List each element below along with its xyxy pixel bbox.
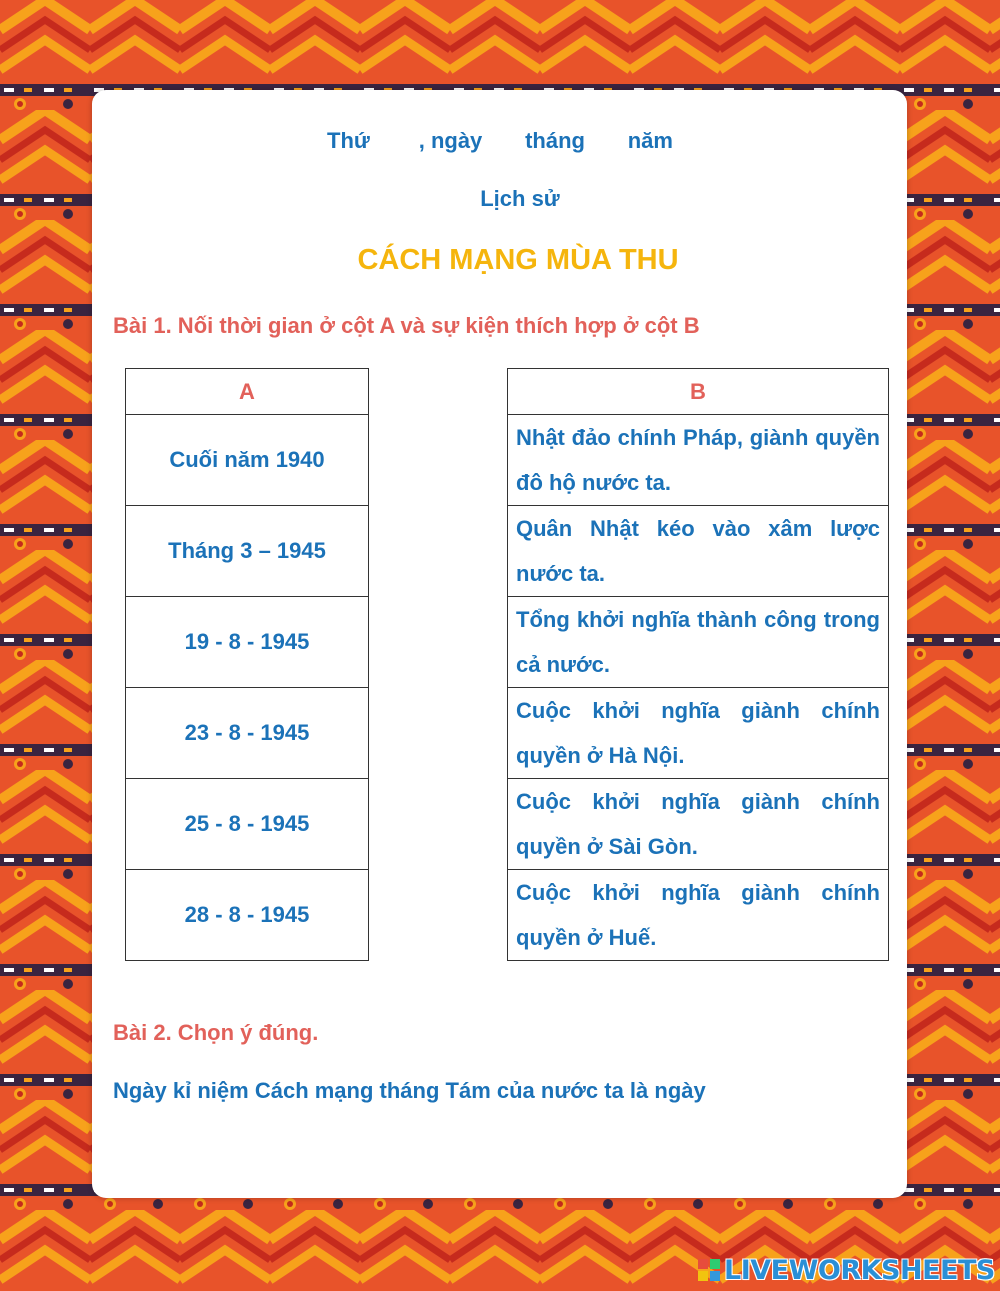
page-title: CÁCH MẠNG MÙA THU <box>357 244 679 276</box>
column-b-item-text: Cuộc khởi nghĩa giành chính quyền ở Sài Gòn. <box>516 789 880 859</box>
column-b-item[interactable] <box>508 779 889 870</box>
column-b-item-text: Quân Nhật kéo vào xâm lược nước ta. <box>516 516 880 586</box>
column-b-item-text: Cuộc khởi nghĩa giành chính quyền ở Hà Nội. <box>516 698 880 768</box>
column-a-item[interactable]: 25 - 8 - 1945 <box>126 779 369 870</box>
column-b-item[interactable] <box>508 597 889 688</box>
exercise-2-question: Ngày kỉ niệm Cách mạng tháng Tám của nước ta là ngày <box>113 1078 706 1103</box>
column-a-item[interactable]: 19 - 8 - 1945 <box>126 597 369 688</box>
liveworksheets-logo <box>698 1253 995 1287</box>
column-a-header: A <box>126 369 369 415</box>
column-b-item-text: Tổng khởi nghĩa thành công trong cả nước. <box>516 607 880 677</box>
exercise-1-instruction: Bài 1. Nối thời gian ở cột A và sự kiện thích hợp ở cột B <box>113 313 700 338</box>
date-line: Thứ , ngày tháng năm <box>327 128 673 153</box>
column-a-item[interactable]: 23 - 8 - 1945 <box>126 688 369 779</box>
column-b-item-text: Nhật đảo chính Pháp, giành quyền đô hộ nước ta. <box>516 425 880 495</box>
column-b-table <box>507 368 889 961</box>
column-b-item-text: Cuộc khởi nghĩa giành chính quyền ở Huế. <box>516 880 880 950</box>
column-a-item[interactable]: Cuối năm 1940 <box>126 415 369 506</box>
column-a-table <box>125 368 369 961</box>
column-b-item[interactable] <box>508 506 889 597</box>
column-a-item[interactable]: 28 - 8 - 1945 <box>126 870 369 961</box>
column-b-item[interactable] <box>508 688 889 779</box>
column-b-item[interactable] <box>508 415 889 506</box>
column-a-item[interactable]: Tháng 3 – 1945 <box>126 506 369 597</box>
logo-text: LIVEWORKSHEETS <box>724 1254 995 1286</box>
column-b-header: B <box>508 369 889 415</box>
logo-blocks-icon <box>698 1259 720 1281</box>
column-b-item[interactable] <box>508 870 889 961</box>
subject-label: Lịch sử <box>480 186 560 211</box>
exercise-2-instruction: Bài 2. Chọn ý đúng. <box>113 1020 319 1045</box>
